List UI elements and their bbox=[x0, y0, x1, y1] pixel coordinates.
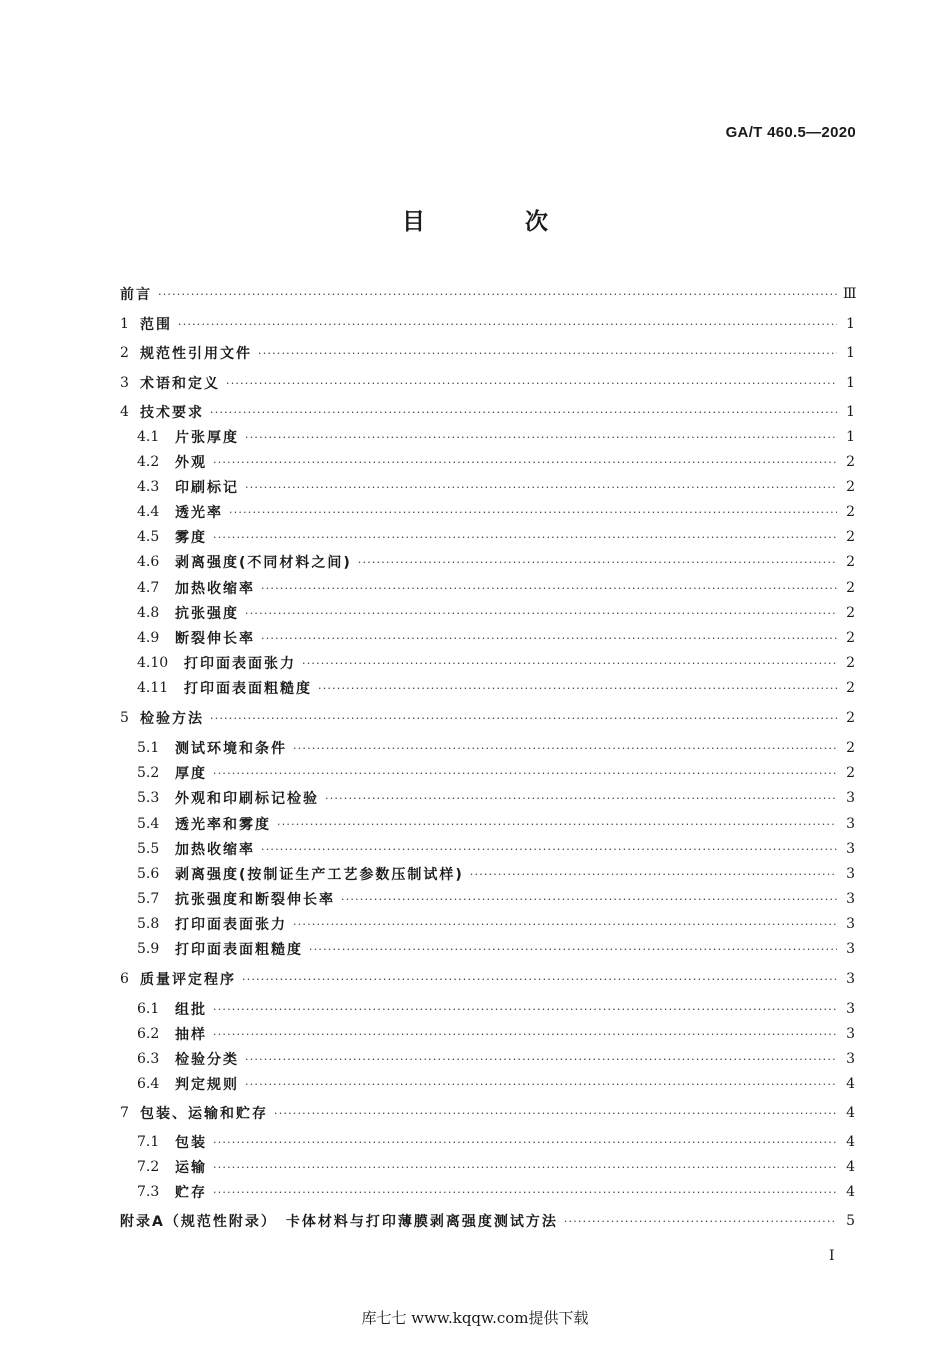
toc-entry[interactable] bbox=[137, 525, 855, 549]
toc-dot-leader bbox=[210, 406, 837, 419]
toc-entry-number: 5.7 bbox=[137, 891, 160, 907]
toc-entry[interactable] bbox=[137, 997, 855, 1021]
toc-entry-page: 1 bbox=[846, 316, 855, 332]
toc-dot-leader bbox=[213, 767, 837, 780]
toc-entry-title: 范围 bbox=[140, 317, 172, 333]
toc-dot-leader bbox=[213, 1161, 837, 1174]
toc-entry-number: 7 bbox=[120, 1105, 129, 1121]
toc-entry-title: 贮存 bbox=[175, 1185, 207, 1201]
toc-entry-title: 附录A（规范性附录） 卡体材料与打印薄膜剥离强度测试方法 bbox=[120, 1214, 558, 1230]
toc-entry[interactable] bbox=[120, 282, 855, 306]
toc-dot-leader bbox=[341, 893, 837, 906]
toc-entry-number: 7.2 bbox=[137, 1159, 160, 1175]
toc-dot-leader bbox=[213, 1186, 837, 1199]
toc-dot-leader bbox=[245, 431, 837, 444]
toc-entry-title: 厚度 bbox=[175, 766, 207, 782]
toc-entry-number: 4.4 bbox=[137, 504, 160, 520]
toc-entry[interactable] bbox=[137, 786, 855, 810]
toc-dot-leader bbox=[358, 556, 837, 569]
toc-entry-title: 片张厚度 bbox=[175, 430, 239, 446]
toc-entry[interactable] bbox=[137, 1155, 855, 1179]
toc-entry-page: 1 bbox=[846, 345, 855, 361]
toc-entry-title: 加热收缩率 bbox=[175, 581, 255, 597]
toc-entry-page: Ⅲ bbox=[843, 286, 857, 302]
toc-entry-page: 3 bbox=[846, 971, 855, 987]
toc-entry-number: 6 bbox=[120, 971, 129, 987]
toc-entry-page: 1 bbox=[846, 429, 855, 445]
toc-dot-leader bbox=[261, 582, 837, 595]
toc-dot-leader bbox=[242, 973, 837, 986]
page-number: I bbox=[829, 1248, 835, 1264]
toc-entry-number: 7.3 bbox=[137, 1184, 160, 1200]
toc-entry-page: 1 bbox=[846, 404, 855, 420]
toc-dot-leader bbox=[210, 712, 837, 725]
toc-dot-leader bbox=[302, 657, 837, 670]
toc-entry-page: 2 bbox=[846, 580, 855, 596]
toc-entry[interactable] bbox=[137, 1047, 855, 1071]
toc-entry-title: 运输 bbox=[175, 1160, 207, 1176]
toc-dot-leader bbox=[226, 377, 837, 390]
toc-entry-page: 2 bbox=[846, 765, 855, 781]
toc-entry[interactable] bbox=[120, 1101, 855, 1125]
toc-dot-leader bbox=[229, 506, 837, 519]
toc-entry-title: 技术要求 bbox=[140, 405, 204, 421]
toc-entry-page: 3 bbox=[846, 941, 855, 957]
toc-entry-title: 组批 bbox=[175, 1002, 207, 1018]
toc-entry[interactable] bbox=[137, 887, 855, 911]
toc-entry-number: 5.3 bbox=[137, 790, 160, 806]
toc-entry-number: 1 bbox=[120, 316, 129, 332]
toc-dot-leader bbox=[261, 843, 837, 856]
toc-dot-leader bbox=[245, 607, 837, 620]
toc-entry-page: 3 bbox=[846, 1051, 855, 1067]
toc-dot-leader bbox=[325, 792, 837, 805]
toc-dot-leader bbox=[293, 918, 837, 931]
toc-entry-page: 3 bbox=[846, 916, 855, 932]
toc-dot-leader bbox=[158, 288, 837, 301]
toc-entry-number: 4.11 bbox=[137, 680, 169, 696]
toc-entry[interactable] bbox=[137, 651, 855, 675]
toc-entry-number: 4 bbox=[120, 404, 129, 420]
toc-entry-title: 测试环境和条件 bbox=[175, 741, 287, 757]
toc-entry-page: 4 bbox=[846, 1159, 855, 1175]
toc-entry-title: 雾度 bbox=[175, 530, 207, 546]
toc-entry-page: 4 bbox=[846, 1134, 855, 1150]
toc-entry[interactable] bbox=[137, 812, 855, 836]
toc-dot-leader bbox=[178, 318, 837, 331]
toc-entry-page: 3 bbox=[846, 790, 855, 806]
toc-entry-page: 3 bbox=[846, 816, 855, 832]
toc-entry[interactable] bbox=[120, 706, 855, 730]
toc-entry-number: 5.9 bbox=[137, 941, 160, 957]
toc-dot-leader bbox=[274, 1107, 837, 1120]
toc-entry[interactable] bbox=[137, 1072, 855, 1096]
toc-dot-leader bbox=[470, 868, 837, 881]
toc-entry-title: 外观和印刷标记检验 bbox=[175, 791, 319, 807]
page-title: 目 次 bbox=[401, 209, 594, 235]
toc-entry-page: 2 bbox=[846, 529, 855, 545]
toc-entry-page: 4 bbox=[846, 1076, 855, 1092]
toc-entry-title: 剥离强度(按制证生产工艺参数压制试样) bbox=[175, 867, 464, 883]
toc-entry-number: 4.7 bbox=[137, 580, 160, 596]
toc-entry-number: 4.2 bbox=[137, 454, 160, 470]
toc-entry-page: 4 bbox=[846, 1184, 855, 1200]
toc-entry[interactable] bbox=[137, 862, 855, 886]
toc-entry[interactable] bbox=[120, 371, 855, 395]
toc-entry-page: 4 bbox=[846, 1105, 855, 1121]
toc-entry-page: 2 bbox=[846, 504, 855, 520]
toc-entry-title: 前言 bbox=[120, 287, 152, 303]
toc-entry[interactable] bbox=[120, 312, 855, 336]
toc-dot-leader bbox=[213, 1028, 837, 1041]
toc-entry-title: 检验分类 bbox=[175, 1052, 239, 1068]
toc-entry[interactable] bbox=[137, 1130, 855, 1154]
footer-watermark: 库七七 www.kqqw.com提供下载 bbox=[361, 1309, 589, 1327]
toc-entry-number: 4.9 bbox=[137, 630, 160, 646]
toc-dot-leader bbox=[277, 818, 837, 831]
toc-entry-title: 规范性引用文件 bbox=[140, 346, 252, 362]
toc-entry-number: 4.8 bbox=[137, 605, 160, 621]
toc-dot-leader bbox=[213, 1003, 837, 1016]
toc-entry[interactable] bbox=[137, 550, 855, 574]
toc-entry-number: 4.3 bbox=[137, 479, 160, 495]
toc-entry-number: 5.1 bbox=[137, 740, 160, 756]
toc-entry-number: 4.6 bbox=[137, 554, 160, 570]
toc-entry-title: 打印面表面张力 bbox=[175, 917, 287, 933]
toc-entry-page: 2 bbox=[846, 630, 855, 646]
toc-entry[interactable] bbox=[137, 937, 855, 961]
toc-entry-title: 透光率和雾度 bbox=[175, 817, 271, 833]
toc-entry-number: 4.1 bbox=[137, 429, 160, 445]
toc-entry-page: 2 bbox=[846, 554, 855, 570]
toc-entry-page: 2 bbox=[846, 680, 855, 696]
toc-entry-title: 加热收缩率 bbox=[175, 842, 255, 858]
toc-entry-number: 5.2 bbox=[137, 765, 160, 781]
toc-entry[interactable] bbox=[137, 676, 855, 700]
toc-dot-leader bbox=[318, 682, 837, 695]
toc-entry[interactable] bbox=[137, 626, 855, 650]
toc-entry[interactable] bbox=[137, 601, 855, 625]
toc-entry[interactable] bbox=[137, 761, 855, 785]
toc-entry-title: 打印面表面粗糙度 bbox=[184, 681, 312, 697]
toc-entry-number: 6.3 bbox=[137, 1051, 160, 1067]
toc-dot-leader bbox=[564, 1215, 837, 1228]
toc-entry-page: 2 bbox=[846, 740, 855, 756]
toc-entry-title: 抽样 bbox=[175, 1027, 207, 1043]
toc-entry-number: 6.4 bbox=[137, 1076, 160, 1092]
toc-entry[interactable] bbox=[137, 576, 855, 600]
toc-entry[interactable] bbox=[137, 450, 855, 474]
toc-entry-title: 抗张强度和断裂伸长率 bbox=[175, 892, 335, 908]
toc-dot-leader bbox=[213, 456, 837, 469]
toc-entry-page: 3 bbox=[846, 1001, 855, 1017]
toc-entry-page: 3 bbox=[846, 891, 855, 907]
toc-entry[interactable] bbox=[137, 736, 855, 760]
toc-entry-page: 2 bbox=[846, 479, 855, 495]
toc-entry-number: 6.2 bbox=[137, 1026, 160, 1042]
toc-dot-leader bbox=[261, 632, 837, 645]
toc-entry-number: 4.10 bbox=[137, 655, 169, 671]
toc-entry-title: 抗张强度 bbox=[175, 606, 239, 622]
toc-entry-title: 检验方法 bbox=[140, 711, 204, 727]
toc-entry-title: 包装、运输和贮存 bbox=[140, 1106, 268, 1122]
toc-entry-page: 5 bbox=[846, 1213, 855, 1229]
toc-entry-title: 断裂伸长率 bbox=[175, 631, 255, 647]
toc-entry[interactable] bbox=[120, 967, 855, 991]
toc-entry-number: 5 bbox=[120, 710, 129, 726]
toc-entry-title: 判定规则 bbox=[175, 1077, 239, 1093]
toc-dot-leader bbox=[213, 531, 837, 544]
toc-entry-number: 3 bbox=[120, 375, 129, 391]
toc-entry-page: 3 bbox=[846, 866, 855, 882]
toc-entry[interactable] bbox=[120, 1209, 855, 1233]
toc-entry[interactable] bbox=[137, 500, 855, 524]
toc-entry[interactable] bbox=[137, 475, 855, 499]
toc-entry-number: 5.4 bbox=[137, 816, 160, 832]
toc-entry[interactable] bbox=[137, 1022, 855, 1046]
toc-dot-leader bbox=[258, 347, 837, 360]
toc-entry-title: 质量评定程序 bbox=[140, 972, 236, 988]
toc-entry-page: 1 bbox=[846, 375, 855, 391]
toc-entry-page: 2 bbox=[846, 710, 855, 726]
toc-entry[interactable] bbox=[137, 837, 855, 861]
toc-entry-title: 透光率 bbox=[175, 505, 223, 521]
toc-dot-leader bbox=[245, 1078, 837, 1091]
toc-entry-number: 4.5 bbox=[137, 529, 160, 545]
toc-entry-number: 5.6 bbox=[137, 866, 160, 882]
toc-entry[interactable] bbox=[120, 400, 855, 424]
toc-entry-page: 2 bbox=[846, 454, 855, 470]
toc-dot-leader bbox=[213, 1136, 837, 1149]
toc-entry-number: 5.5 bbox=[137, 841, 160, 857]
toc-entry[interactable] bbox=[137, 1180, 855, 1204]
toc-entry-page: 3 bbox=[846, 1026, 855, 1042]
toc-entry-title: 外观 bbox=[175, 455, 207, 471]
toc-entry-page: 2 bbox=[846, 655, 855, 671]
toc-entry-number: 6.1 bbox=[137, 1001, 160, 1017]
toc-entry-number: 7.1 bbox=[137, 1134, 160, 1150]
toc-entry-title: 打印面表面张力 bbox=[184, 656, 296, 672]
toc-entry-page: 3 bbox=[846, 841, 855, 857]
toc-entry-number: 5.8 bbox=[137, 916, 160, 932]
toc-dot-leader bbox=[309, 943, 837, 956]
toc-dot-leader bbox=[245, 481, 837, 494]
toc-entry-title: 包装 bbox=[175, 1135, 207, 1151]
toc-entry[interactable] bbox=[137, 425, 855, 449]
document-code: GA/T 460.5—2020 bbox=[725, 124, 856, 141]
toc-entry[interactable] bbox=[137, 912, 855, 936]
toc-entry-title: 剥离强度(不同材料之间) bbox=[175, 555, 352, 571]
toc-entry-number: 2 bbox=[120, 345, 129, 361]
toc-dot-leader bbox=[245, 1053, 837, 1066]
toc-entry-title: 印刷标记 bbox=[175, 480, 239, 496]
toc-entry-title: 术语和定义 bbox=[140, 376, 220, 392]
toc-dot-leader bbox=[293, 742, 837, 755]
toc-entry-title: 打印面表面粗糙度 bbox=[175, 942, 303, 958]
toc-entry-page: 2 bbox=[846, 605, 855, 621]
toc-entry[interactable] bbox=[120, 341, 855, 365]
